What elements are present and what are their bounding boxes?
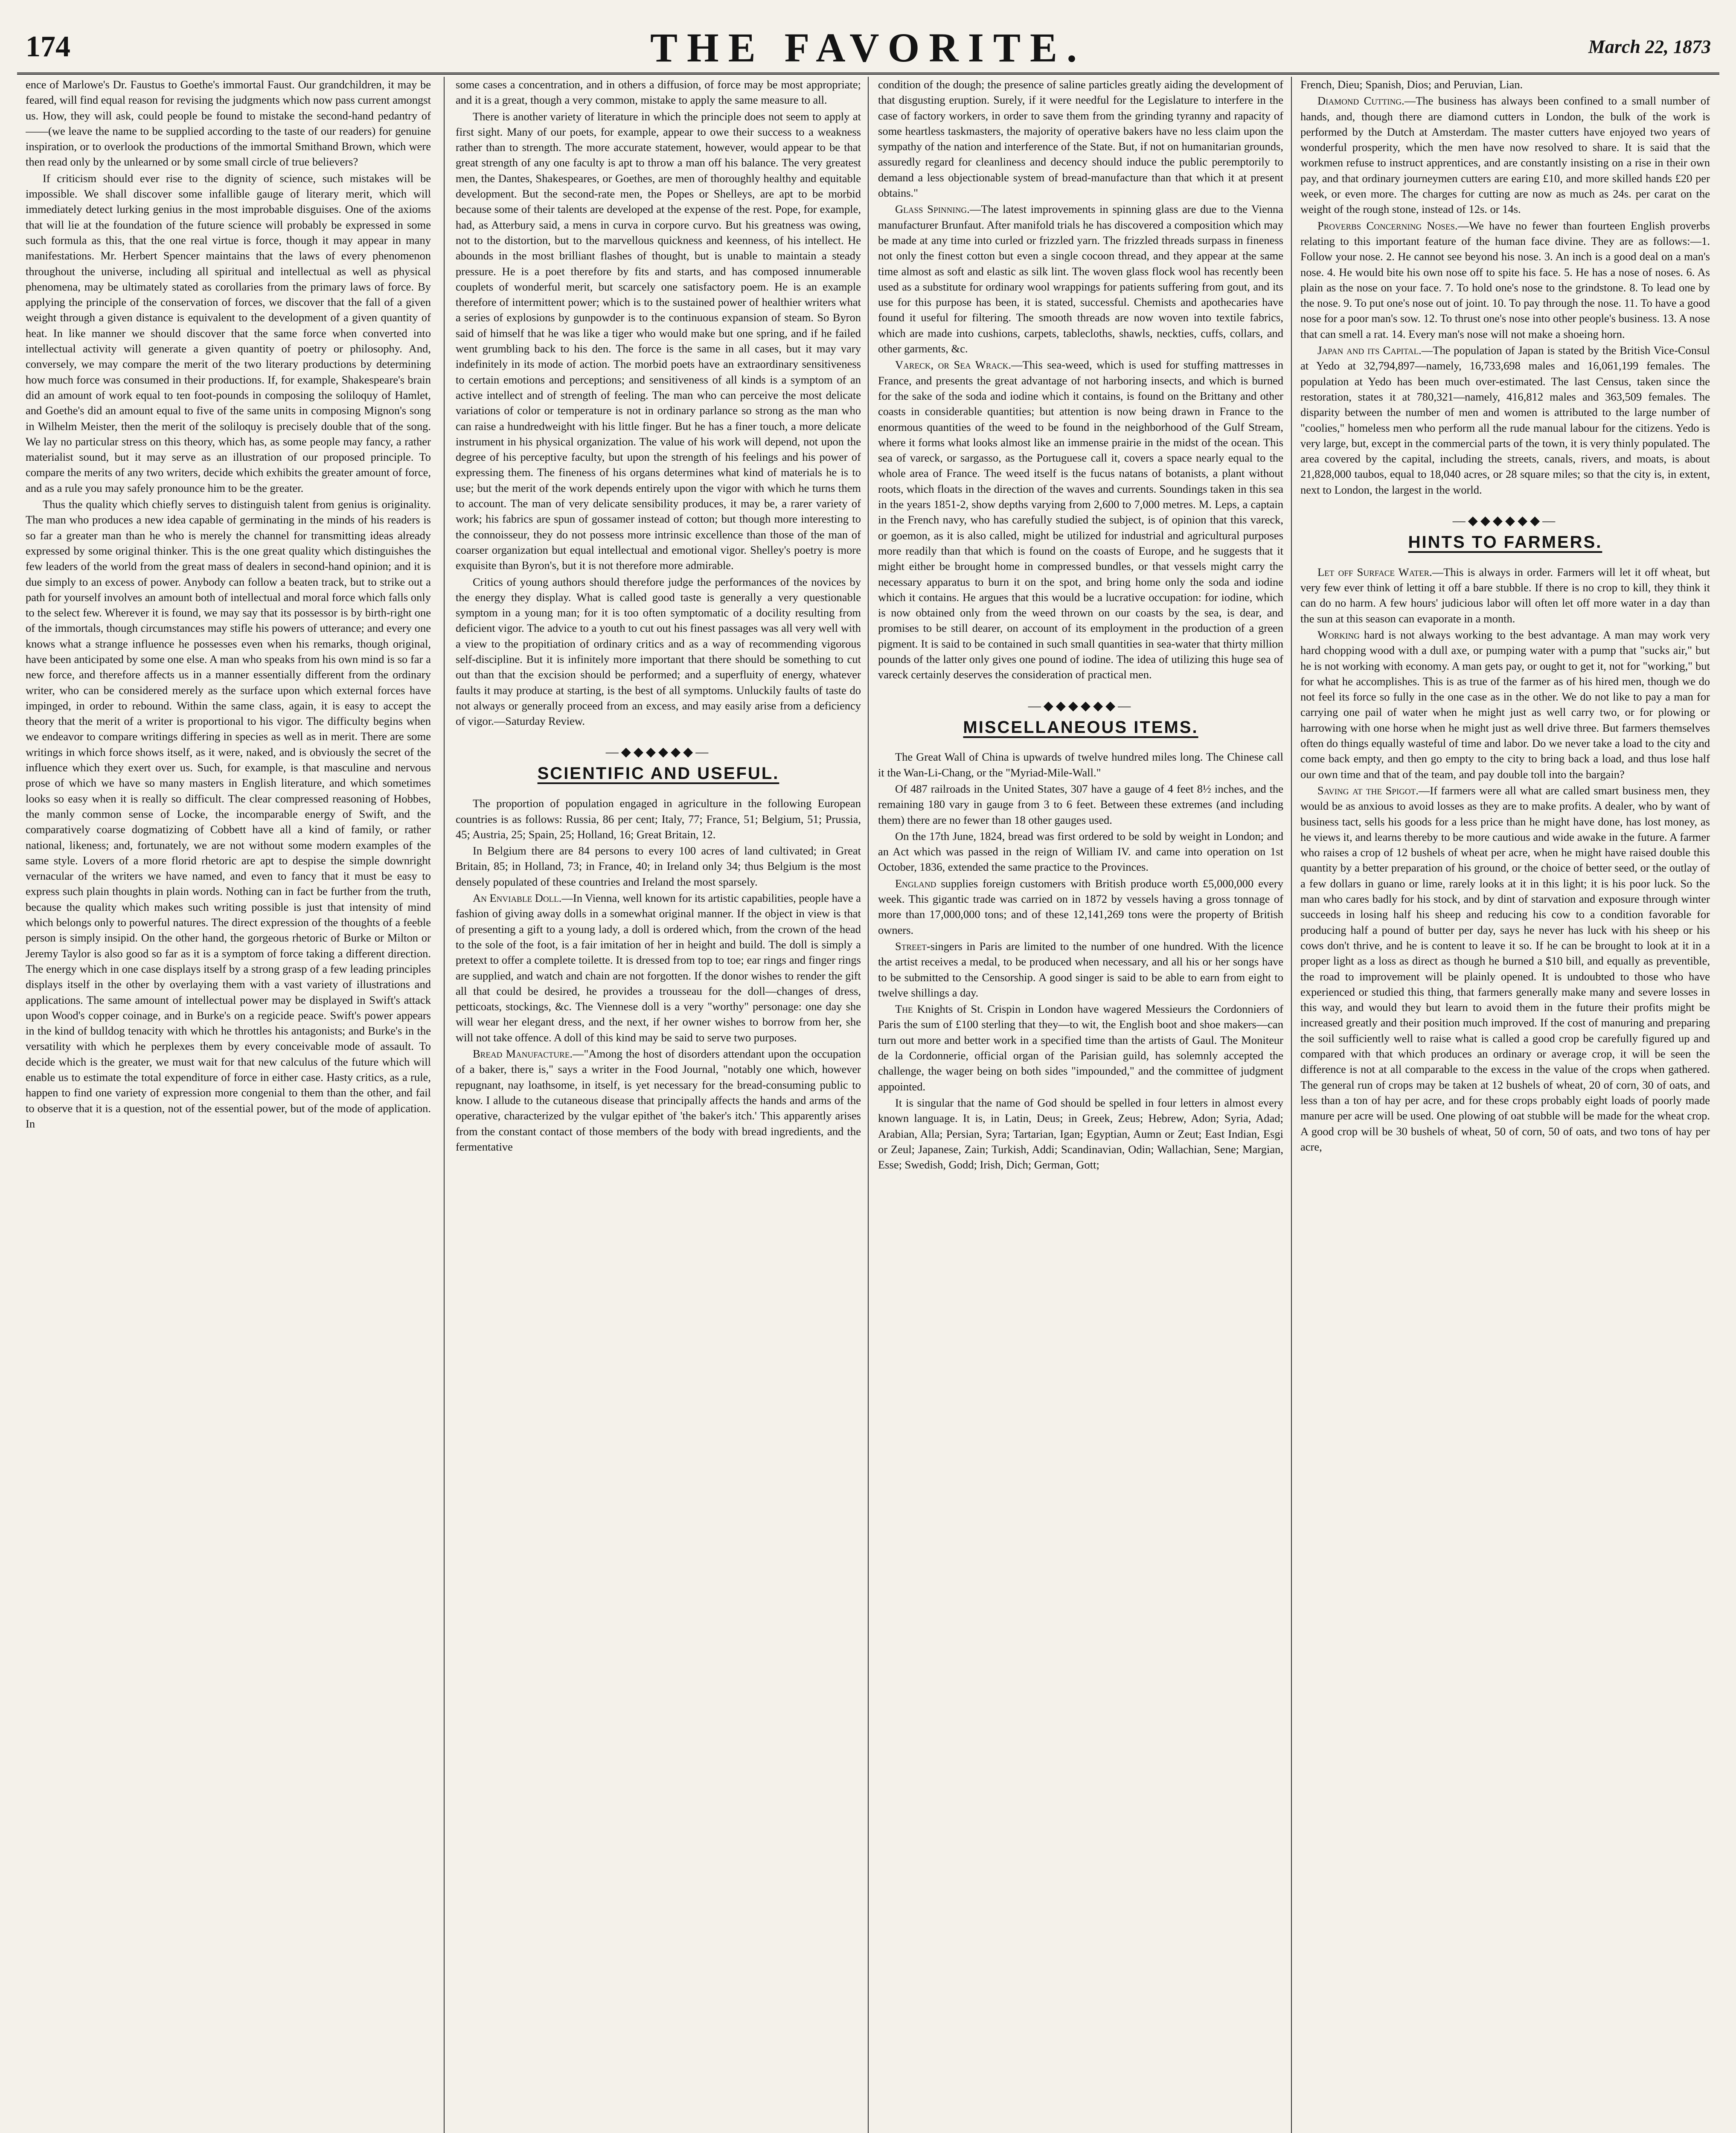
item-body: —We have no fewer than fourteen English proverbs relating to this important feature of the human face divine. They are as follows:—1. Follow your nose. 2. He cannot see beyond his nose. 3. An inch is a good deal on a man's nose. 4. He would bite his own nose off to spite his face. 5. He has a nose of noses. 6. As plain as the nose on your face. 7. To hold one's nose to the grindstone. 8. To lead one by the nose. 9. To put one's nose out of joint. 10. To pay through the nose. 11. To have a good nose for a poor man's sow. 12. To thrust one's nose into other people's business. 13. A nose that can smell a rat. 14. Every man's nose will not make a shoeing horn.: [1300, 219, 1710, 340]
article-paragraph: French, Dieu; Spanish, Dios; and Peruvian, Lian.: [1300, 78, 1523, 91]
item-body: Knights of St. Crispin in London have wagered Messieurs the Cordonniers of Paris the sum of £100 sterling that they—to wit, the English boot and shoe makers—can turn out more and better work in a specified time than the artists of Gaul. The Moniteur de la Cordonnerie, official organ of the Parisian guild, has solemnly accepted the challenge, the wager being on both sides "impounded," and the committee of judgment appointed.: [878, 1003, 1283, 1093]
section-title: MISCELLANEOUS ITEMS.: [963, 718, 1198, 737]
article-paragraph: The proportion of population engaged in agriculture in the following European countries is as follows: Russia, 86 per cent; Italy, 77; France, 51; Belgium, 51; Prussia, 45; Austria, 25; Spain, 25; Holland, 16; Great Britain, 12.: [456, 797, 861, 841]
item-lead: Glass Spinning.: [895, 203, 970, 216]
article-paragraph: [878, 357, 1283, 682]
article-paragraph: [878, 939, 1283, 1000]
item-body: —This sea-weed, which is used for stuffing mattresses in France, and presents the great advantage of not harboring insects, and which is burned for the sake of the soda and iodine which it contains, is found on the Brittany and other coasts in considerable quantities; but attention is now being drawn in France to the enormous quantities of the weed to be found in the neighborhood of the Gulf Stream, where it forms what looks almost like an immense prairie in the midst of the ocean. This sea of vareck, or sargasso, as the Portuguese call it, covers a space nearly equal to the whole area of France. The weed itself is the fucus natans of botanists, a plant without roots, which floats in the direction of the waves and currents. Soundings taken in this sea in the years 1851-2, show depths varying from 2,600 to 7,000 metres. M. Leps, a captain in the French navy, who has carefully studied the subject, is of opinion that this vareck, or goemon, as it is also called, might be utilized for industrial and agricultural purposes more readily than that which is found on the coasts of Europe, and he suggests that it might either be brought home in compressed bundles, or that vessels might carry the necessary apparatus to burn it on the spot, and bring home only the soda and iodine which it contains. He argues that this would be a lucrative occupation: for iodine, which is now obtained only from the weed thrown on our coasts by the sea, is dear, and promises to be still dearer, on account of its employment in the production of a green pigment. It is said to be contained in such small quantities in sea-water that thirty million pounds of the latter only gives one pound of iodine. The idea of utilizing this huge sea of vareck certainly deserves the consideration of practical men.: [878, 358, 1283, 681]
item-body: hard is not always working to the best advantage. A man may work very hard chopping wood with a dull axe, or pumping water with a pump that "sucks air," but he is not working with economy. A man gets pay, or ought to get it, not for "working," but for what he accomplishes. This is as true of the farmer as of his hired men, though we do not feel its force so fully in the one case as in the other. We do not like to pay a man for carrying one pail of water when he might just as well carry two, or for plowing or harrowing with one horse when he might just as well drive three. But farmers themselves often do things equally wasteful of time and labor. Do we never take a load to the city and come back empty, and then go empty to the city to bring back a load, and thus lose half our own time and that of the team, and pay double toll into the bargain?: [1300, 628, 1710, 781]
section-title: SCIENTIFIC AND USEFUL.: [537, 764, 779, 783]
page-number: 174: [26, 30, 70, 63]
item-lead: Proverbs Concerning Noses.: [1317, 219, 1458, 232]
item-body: -singers in Paris are limited to the number of one hundred. With the licence the artist receives a medal, to be produced when necessary, and all his or her songs have to be submitted to the Censorship. A good singer is said to be able to earn from eight to twelve shillings a day.: [878, 939, 1283, 999]
article-paragraph: [878, 1001, 1283, 1094]
article-paragraph: [1300, 93, 1710, 217]
article-paragraph: If criticism should ever rise to the dignity of science, such mistakes will be impossible. We shall discover some infallible gauge of literary merit, which will immediately detect lurking genius in the most improbable disguises. One of the axioms that will lie at the foundation of the future science will probably be expressed in some such formula as this, that the one real virtue is force, though it may appear in many manifestations. Mr. Herbert Spencer maintains that the laws of every phenomenon throughout the universe, including all spiritual and intellectual as well as physical phenomena, may be ultimately stated as corollaries from the primary laws of force. By applying the principle of the conservation of forces, we discover that the fall of a given weight through a given distance is equivalent to the development of a given quantity of heat. In like manner we should discover that the same force when converted into intellectual activity will generate a given quantity of poetry or philosophy. And, conversely, we may compare the merit of the two literary productions by determining how much force was consumed in their productions. If, for example, Shakespeare's brain did an amount of work equal to ten foot-pounds in composing the soliloquy of Hamlet, and Goethe's did an amount equal to five of the same units in composing Mignon's song in Wilhelm Meister, then the merit of the soliloquy is precisely double that of the song. We lay no particular stress on this theory, which has, as some people may fancy, a rather materialist sound, but it may serve as an illustration of our proposed principle. To compare the merits of any two writers, decide which exhibits the greater amount of force, and as a rule you may safely pronounce him to be the greater.: [26, 171, 431, 494]
article-paragraph: In Belgium there are 84 persons to every 100 acres of land cultivated; in Great Britain, 85; in Holland, 73; in France, 40; in Ireland only 34; thus Belgium is the most densely populated of these countries and Ireland the most sparsely.: [456, 844, 861, 888]
item-lead: An Enviable Doll.: [473, 892, 562, 905]
item-lead: Japan and its Capital.: [1317, 344, 1422, 357]
column-divider: [1291, 77, 1292, 2133]
issue-date: March 22, 1873: [1588, 36, 1711, 57]
item-lead: Vareck, or Sea Wrack.: [895, 358, 1012, 372]
item-body: —The latest improvements in spinning glass are due to the Vienna manufacturer Brunfaut. After manifold trials he has discovered a composition which may be made at any time into curled or frizzled yarn. The frizzled threads surpass in fineness not only the finest cotton but even a single cocoon thread, and they appear at the same time almost as soft and elastic as silk lint. The woven glass flock wool has recently been used as a substitute for ordinary wool wrappings for patients suffering from gout, and its use for this purpose has been, it is stated, successful. Chemists and apothecaries have found it useful for filtering. The smooth threads are now woven into textile fabrics, which are made into cushions, carpets, tablecloths, shawls, neckties, cuffs, collars, and other garments, &c.: [878, 203, 1283, 355]
ornament-divider: —◆◆◆◆◆◆—: [1028, 698, 1134, 713]
section-heading-farmers: [1300, 514, 1710, 554]
article-paragraph: The Great Wall of China is upwards of twelve hundred miles long. The Chinese call it the Wan-Li-Chang, or the "Myriad-Mile-Wall.": [878, 750, 1283, 779]
article-paragraph: ence of Marlowe's Dr. Faustus to Goethe's immortal Faust. Our grandchildren, it may be feared, will find equal reason for revising the judgments which now pass current amongst us. How, they will ask, could people be found to mistake the second-hand pedantry of——(we leave the name to be supplied according to the taste of our readers) for genuine inspiration, or to overlook the productions of the immortal Smithand Brown, which were then read only by the unlearned or by some small circle of true believers?: [26, 78, 431, 169]
item-lead: Working: [1317, 628, 1360, 641]
item-lead: Diamond Cutting.: [1317, 94, 1405, 108]
article-paragraph: [1300, 564, 1710, 626]
column-1: [26, 77, 431, 2133]
section-title: HINTS TO FARMERS.: [1408, 533, 1602, 552]
article-paragraph: [878, 201, 1283, 356]
article-paragraph: [1300, 783, 1710, 1154]
article-paragraph: Of 487 railroads in the United States, 307 have a gauge of 4 feet 8½ inches, and the remaining 180 vary in gauge from 3 to 6 feet. Between these extremes (and including them) there are no fewer than 18 other gauges used.: [878, 782, 1283, 826]
column-4: [1300, 77, 1710, 2133]
ornament-divider: —◆◆◆◆◆◆—: [605, 745, 711, 759]
article-paragraph: [1300, 343, 1710, 497]
section-heading-scientific: [456, 746, 861, 785]
article-paragraph: It is singular that the name of God should be spelled in four letters in almost every known language. It is, in Latin, Deus; in Greek, Zeus; Hebrew, Adon; Syria, Adad; Arabian, Alla; Persian, Syra; Tartarian, Igan; Egyptian, Aumn or Zeut; East Indian, Esgi or Zeul; Japanese, Zain; Turkish, Addi; Scandinavian, Odin; Wallachian, Sene; Margian, Esse; Swedish, Godd; Irish, Dich; German, Gott;: [878, 1096, 1283, 1171]
item-body: —The business has always been confined to a small number of hands, and, though there are diamond cutters in London, the bulk of the work is performed by the Dutch at Amsterdam. The master cutters have enjoyed two years of wonderful prosperity, which the men have now resolved to share. It is said that the workmen refuse to instruct apprentices, and are constantly insisting on a rise in their own pay, and that ordinary journeymen cutters are earing £10, and more skilled hands £20 per week, or even more. The charges for cutting are now as much as 24s. per carat on the weight of the rough stone, instead of 12s. or 14s.: [1300, 94, 1710, 216]
item-lead: Saving at the Spigot.: [1317, 784, 1419, 797]
article-paragraph: [456, 1046, 861, 1154]
article-paragraph: [1300, 627, 1710, 782]
article-paragraph: There is another variety of literature in which the principle does not seem to apply at first sight. Many of our poets, for example, appear to owe their success to a weakness rather than to strength. The more accurate statement, however, would appear to be that great strength of any one faculty is apt to throw a man off his balance. The very greatest men, the Dantes, Shakespeares, or Goethes, are men of thoroughly healthy and equitable development. But the second-rate men, the Popes or Shelleys, are apt to be morbid because some of their talents are developed at the expense of the rest. Pope, for example, had, as Atterbury said, a mens in curva in corpore curvo. But his greatness was owing, not to the distortion, but to the marvellous quickness and keenness, of his intellect. He abounds in the most brilliant flashes of thought, but is unable to maintain a steady pressure. He is a poet therefore by fits and starts, and has composed innumerable couplets of wonderful merit, but scarcely one satisfactory poem. He is an example therefore of intermittent power; which is to the sustained power of healthier writers what a series of explosions by gunpowder is to the continuous expansion of steam. So Byron said of himself that he was like a tiger who would make but one spring, and if he failed went grumbling back to his den. The force is the same in all cases, but it may vary indefinitely in its mode of action. The morbid poets have an extraordinary sensitiveness to certain emotions and perceptions; and sensitiveness of all kinds is a symptom of an active intellect and of strength of feeling. The man who can perceive the most delicate variations of color or temperature is not in ordinary parlance so strong as the man who can raise a hundredweight with his little finger. But he has a finer touch, a more delicate instrument in his physical organization. The value of his work will depend, not upon the degree of his perceptive faculty, but upon the strength of his feelings and his power of expressing them. The fineness of his organs determines what kind of materials he is to use; but the merit of the work depends entirely upon the vigor with which he turns them to account. The man of very delicate sensibility produces, it may be, a rarer variety of work; his fabrics are spun of gossamer instead of cotton; but though more interesting to the connoisseur, they do not possess more intrinsic excellence than those of the man of coarser organization but equal intellectual and emotional vigor. Shelley's poetry is more exquisite than Byron's, but it is not therefore more admirable.: [456, 110, 861, 572]
masthead: [17, 21, 1719, 75]
item-lead: Let off Surface Water.: [1317, 565, 1432, 578]
article-paragraph: On the 17th June, 1824, bread was first ordered to be sold by weight in London; and an Act which was passed in the reign of William IV. and came into operation on 1st October, 1836, extended the same practice to the Provinces.: [878, 829, 1283, 874]
item-body: —In Vienna, well known for its artistic capabilities, people have a fashion of giving away dolls in a somewhat original manner. If the object in view is that of presenting a gift to a young lady, a doll is ordered which, from the crown of the head to the sole of the foot, is a fair imitation of her in height and build. The doll is simply a pretext to offer a complete toilette. It is dressed from top to toe; ear rings and finger rings are supplied, and watch and chain are not forgotten. If the donor wishes to render the gift all that could be desired, he provides a trousseau for the doll—changes of dress, petticoats, stockings, &c. The Viennese doll is a very "worthy" personage: one day she will wear her elegant dress, and the next, if her owner wishes to borrow from her, she will not take offence. A doll of this kind may be said to serve two purposes.: [456, 892, 861, 1044]
item-body: —"Among the host of disorders attendant upon the occupation of a baker, there is," says a writer in the Food Journal, "notably one which, however repugnant, nay loathsome, in itself, is yet necessary for the bread-consuming public to know. I allude to the cutaneous disease that principally affects the hands and arms of the operative, characterized by the vulgar epithet of 'the baker's itch.' This apparently arises from the constant contact of those members of the body with bread ingredients, and the fermentative: [456, 1047, 861, 1153]
ornament-divider: —◆◆◆◆◆◆—: [1452, 514, 1558, 528]
paper-title: THE FAVORITE.: [650, 25, 1087, 70]
item-body: —If farmers were all what are called smart business men, they would be as anxious to avoid losses as they are to make profits. A dealer, who by want of business tact, sells his goods for a less price than he might have done, has lost money, as he views it, and learns thereby to be more cautious and wide awake in the future. A farmer who raises a crop of 12 bushels of wheat per acre, when he might have raised double this quantity by a better preparation of his ground, or the choice of better seed, or the outlay of a few dollars in guano or lime, rarely looks at it in this light; it is his poor luck. So the man who cares badly for his stock, and by dint of starvation and exposure through winter succeeds in losing half his sheep and reducing his cow to a condition favorable for producing half a pound of butter per day, says he never has luck with his sheep or his cows don't thrive, and he is content to leave it so. If he can be brought to look at it in a proper light as a loss as direct as though he burned a $10 bill, and equally as preventible, the road to improvement will be plainly opened. It is undoubted to those who have experienced or studied this thing, that farmers generally make many and severe losses in this way, and would they but learn to avoid them in the future their profits might be increased greatly and their position much improved. If the cost of manuring and preparing the soil sufficiently well to raise what is called a good crop be carefully figured up and compared with that which produces an ordinary or average crop, it will be seen the difference is not at all comparable to the excess in the value of the crops when gathered. The general run of crops may be taken at 12 bushels of wheat, 20 of corn, 30 of oats, and less than a ton of hay per acre, and for these crops probably eight loads of poorly made manure per acre will be used. One plowing of oat stubble will be made for the wheat crop. A good crop will be 30 bushels of wheat, 50 of corn, 50 of oats, and two tons of hay per acre,: [1300, 784, 1710, 1153]
column-divider: [868, 77, 869, 2133]
article-paragraph: [878, 876, 1283, 938]
item-lead: Street: [895, 939, 927, 953]
article-paragraph: [456, 890, 861, 1045]
article-paragraph: some cases a concentration, and in others a diffusion, of force may be most appropriate; and it is a great, though a very common, mistake to apply the same measure to all.: [456, 78, 861, 107]
item-lead: England: [895, 877, 936, 890]
article-paragraph: Critics of young authors should therefore judge the performances of the novices by the energy they display. What is called good taste is generally a very questionable symptom in a young man; for it is too often symptomatic of a docility resulting from deficient vigor. The advice to a youth to cut out his finest passages was all very well with a view to the propitiation of ordinary critics and as a way of recommending vigorous self-discipline. But it is infinitely more important that there should be something to cut out than that the excision should be performed; and a superfluity of energy, whatever faults it may produce at starting, is the best of all symptoms. Unluckily faults of taste do not always or generally proceed from an excess, and may easily arise from a deficiency of vigor.—Saturday Review.: [456, 575, 861, 728]
item-body: —This is always in order. Farmers will let it off wheat, but very few ever think of letting it off a bare stubble. If there is no crop to kill, they think it can do no harm. A few hours' judicious labor will often let off more water in a day than the sun at this season can evaporate in a month.: [1300, 565, 1710, 625]
item-body: supplies foreign customers with British produce worth £5,000,000 every week. This gigantic trade was carried on in 1872 by vessels having a gross tonnage of more than 17,000,000 tons; and of these 12,141,269 tons were the property of British owners.: [878, 877, 1283, 936]
section-heading-miscellaneous: [878, 700, 1283, 739]
item-lead: Bread Manufacture.: [473, 1047, 573, 1061]
column-divider: [444, 77, 445, 2133]
item-body: —The population of Japan is stated by the British Vice-Consul at Yedo at 32,794,897—namely, 16,733,698 males and 16,061,199 females. The population at Yedo has been much over-estimated. The last Census, taken since the restoration, states it at 780,321—namely, 416,812 males and 363,509 females. The disparity between the number of men and women is attributed to the large number of "coolies," homeless men who perform all the rude manual labour for the citizens. Yedo is very large, but, except in the commercial parts of the town, it is very thinly populated. The area covered by the capital, including the streets, canals, rivers, and moats, is about 21,828,000 taubos, equal to 18,040 acres, or 28 square miles; so that the city is, in extent, next to London, the largest in the world.: [1300, 344, 1710, 496]
article-paragraph: [1300, 218, 1710, 342]
column-2: [456, 77, 861, 2133]
article-paragraph: condition of the dough; the presence of saline particles greatly aiding the development of that disgusting eruption. Surely, if it were needful for the Legislature to interfere in the case of factory workers, in order to save them from the grinding tyranny and rapacity of some heartless taskmasters, the majority of operative bakers have no less claim upon the sympathy of the nation and interference of the State. But, if not on humanitarian grounds, assuredly regard for cleanliness and decency should induce the public peremptorily to demand a less objectionable system of bread-manufacture than that which it at present obtains.": [878, 78, 1283, 200]
article-paragraph: Thus the quality which chiefly serves to distinguish talent from genius is originality. The man who produces a new idea capable of germinating in the minds of his readers is so far a greater man than he who is merely the channel for transmitting ideas already expressed by some original thinker. This is the one great quality which distinguishes the few leaders of the world from the great mass of dealers in second-hand opinion; and it is due simply to an excess of power. Anybody can follow a beaten track, but to strike out a path for yourself involves an amount both of intellectual and moral force which falls only to the select few. Wherever it is found, we may say that its possessor is by birth-right one of the immortals, though circumstances may stifle his powers of utterance; and every one knows what a strange influence he possesses even when his remarks, though original, have been anticipated by some one else. A man who speaks from his own mind is so far a new force, and therefore affects us in a manner essentially different from the ordinary writer, who can be considered merely as the surface upon which external forces have impinged, in order to rebound. Within the same class, again, it is easy to accept the theory that the merit of a writer is proportional to his vigor. The difficulty begins when we endeavor to compare writings differing in species as well as in merit. There are some writings in which force shows itself, as it were, naked, and is obviously the secret of the influence which they exert over us. Such, for example, is that masculine and nervous prose of which we have so many masters in English literature, and which sometimes looks so easy when it is really so difficult. The clear compressed reasoning of Hobbes, the manly common sense of Locke, the incomparable energy of Swift, and the comparatively coarse dogmatizing of Cobbett have all a kind of family, or rather national, likeness; and, fortunately, we are not without some modern examples of the same style. Lovers of a more florid rhetoric are apt to despise the simple downright vernacular of the writers we have named, and even to fancy that it must be easy to express such plain thoughts in plain words. Nothing can in fact be further from the truth, because the quality which makes such writing possible is just that intensity of mind which belongs only to powerful natures. The direct expression of the thoughts of a feeble person is simply insipid. On the other hand, the gorgeous rhetoric of Burke or Milton or Jeremy Taylor is also good so far as it is a symptom of force taking a different direction. The energy which in one case displays itself by a strong grasp of a few leading principles displays itself in the other by overlaying them with a vast variety of illustrations and applications. The same amount of intellectual power may be displayed in Swift's attack upon Wood's copper coinage, and in Burke's on a regicide peace. Swift's power appears in the kind of bulldog tenacity with which he throttles his antagonists; and Burke's in the versatility with which he perplexes them by every conceivable mode of assault. To decide which is the greater, we must wait for that new calculus of the future which will enable us to estimate the total expenditure of force in either case. Hasty critics, as a rule, happen to find one variety of expression more congenial to them than the other, and fail to observe that it is a question, not of the essential power, but of the mode of application. In: [26, 498, 431, 1130]
column-3: [878, 77, 1283, 2133]
item-lead: The: [895, 1003, 913, 1016]
